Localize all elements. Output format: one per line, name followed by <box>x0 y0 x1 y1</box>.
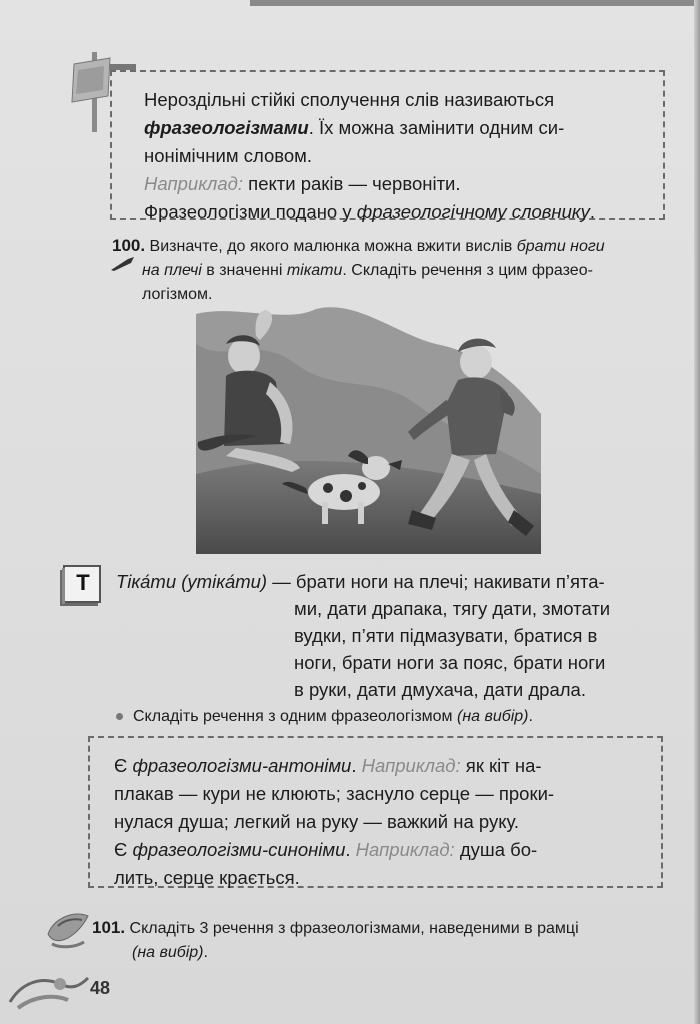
dictionary-text: — брати ноги на плечі; накивати п’ята- <box>267 571 605 592</box>
exercise-word: тікати <box>286 262 343 279</box>
rule-text: . <box>589 201 596 222</box>
page-edge-shadow <box>694 0 700 1024</box>
page-number: 48 <box>90 978 111 998</box>
rule-text: нонімічним словом. <box>144 145 313 166</box>
rule-line <box>144 170 655 198</box>
rule-line <box>144 198 655 226</box>
exercise-phrase: брати ноги <box>516 238 605 255</box>
rule-line <box>144 114 655 142</box>
dictionary-line <box>116 649 664 676</box>
exercise-text: в значенні <box>201 262 287 279</box>
bullet-note: (на вибір) <box>457 708 529 725</box>
dictionary-text: ноги, брати ноги за пояс, брати ноги <box>294 652 606 673</box>
rule-line <box>114 752 653 780</box>
dictionary-entry-tikaty <box>116 568 664 703</box>
exercise-number: 100. <box>112 236 146 255</box>
dictionary-text: ми, дати драпака, тягу дати, змотати <box>294 598 611 619</box>
rule-term: фразеологізми-синоніми <box>132 839 346 860</box>
exercise-note: (на вибір) <box>132 944 204 961</box>
exercise-text: . Складіть речення з цим фразео- <box>342 262 593 279</box>
writing-hand-icon <box>44 904 92 952</box>
rule-line <box>144 142 655 170</box>
dictionary-line <box>116 595 664 622</box>
exercise-text: Складіть 3 речення з фразеологізмами, наведеними в рамці <box>125 920 579 937</box>
rule-dictionary-term: фразеологічному словнику <box>356 201 590 222</box>
bullet-text: Складіть речення з одним фразеологізмом <box>133 708 457 725</box>
rule-text: Є <box>114 839 133 860</box>
rule-text: плакав — кури не клюють; заснуло серце — проки- <box>114 783 555 804</box>
dictionary-line <box>116 676 664 703</box>
exercise-line <box>112 259 672 283</box>
exercise-text: Визначте, до якого малюнка можна вжити вислів <box>145 238 517 255</box>
bullet-text: . <box>528 708 533 725</box>
example-label: Наприклад: <box>355 839 455 860</box>
rule-line <box>114 864 653 892</box>
rule-box-antonyms-synonyms <box>88 736 663 888</box>
rule-text: . <box>345 839 356 860</box>
example-label: Наприклад: <box>144 173 244 194</box>
rule-text: Є <box>114 755 133 776</box>
rule-line <box>114 836 653 864</box>
top-edge-strip <box>250 0 700 6</box>
exercise-number: 101. <box>92 918 126 937</box>
exercise-line <box>112 234 672 259</box>
rule-line <box>114 780 653 808</box>
dictionary-badge-letter: Т <box>76 570 90 595</box>
ornament-swirl-icon <box>8 968 92 1012</box>
dictionary-text: вудки, п’яти підмазувати, братися в <box>294 625 598 646</box>
rule-text: Фразеологізми подано у <box>144 201 357 222</box>
exercise-text: логізмом. <box>142 286 213 303</box>
rule-box-phraseologisms <box>110 70 665 220</box>
illustration-boys-and-dog <box>196 304 541 554</box>
exercise-line <box>92 916 672 941</box>
exercise-phrase: на плечі <box>142 262 202 279</box>
rule-text: як кіт на- <box>460 755 542 776</box>
rule-text: нулася душа; легкий на руку — важкий на руку. <box>114 811 520 832</box>
rule-text: душа бо- <box>454 839 538 860</box>
dictionary-text: в руки, дати дмухача, дати драла. <box>294 679 586 700</box>
example-label: Наприклад: <box>361 755 461 776</box>
exercise-101 <box>92 916 672 965</box>
rule-text: лить, серце крається. <box>114 867 300 888</box>
example-text: пекти раків — червоніти. <box>243 173 461 194</box>
dictionary-headword: Тіка́ти (утіка́ти) <box>116 571 268 592</box>
rule-text: . <box>351 755 362 776</box>
rule-line <box>114 808 653 836</box>
bullet-icon <box>116 713 123 720</box>
dictionary-line <box>116 568 664 595</box>
bullet-task <box>116 706 533 728</box>
exercise-line <box>92 941 672 965</box>
rule-text: . Їх можна замінити одним си- <box>308 117 565 138</box>
rule-term: фразеологізмами <box>144 117 309 138</box>
dictionary-line <box>116 622 664 649</box>
rule-term: фразеологізми-антоніми <box>132 755 352 776</box>
rule-line <box>144 86 655 114</box>
exercise-100 <box>112 234 672 307</box>
rule-text: Нероздільні стійкі сполучення слів називаються <box>144 89 555 110</box>
exercise-text: . <box>203 944 208 961</box>
